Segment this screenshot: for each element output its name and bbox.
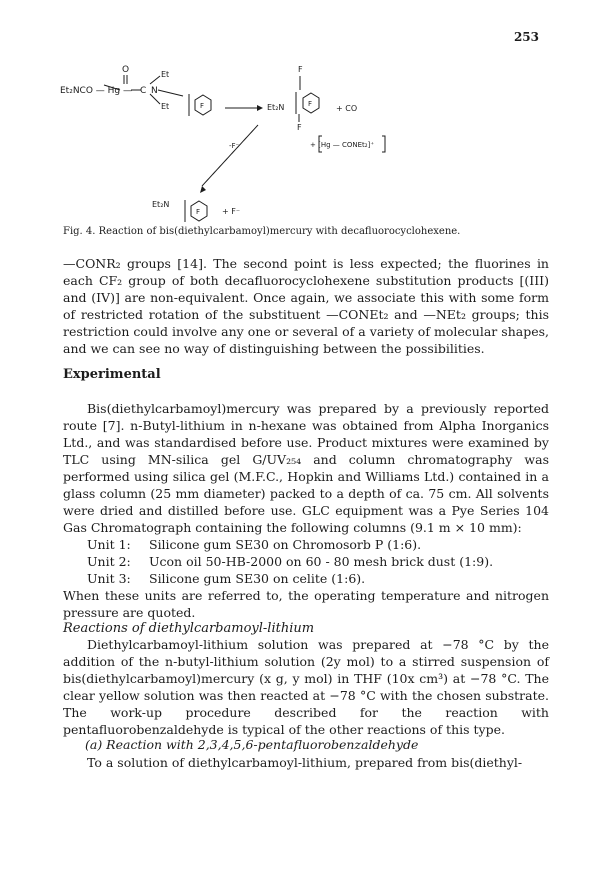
- product2-ring-label: F: [196, 208, 201, 216]
- paragraph-procedure: [63, 636, 549, 738]
- arrow-label-fluoride-loss: -F⁻: [229, 142, 240, 150]
- paragraph-discussion: [63, 255, 549, 357]
- paragraph-text: When these units are referred to, the operating temperature and nitrogen pressure are quoted.: [63, 588, 549, 620]
- heading-experimental: Experimental: [63, 367, 161, 382]
- figure-caption: Fig. 4. Reaction of bis(diethylcarbamoyl)mercury with decafluorocyclohexene.: [63, 226, 461, 237]
- product1-fluorine-top: F: [298, 65, 303, 74]
- paragraph-text: Diethylcarbamoyl-lithium solution was prepared at −78 °C by the addition of the n-butyl-lithium solution (2y mol) to a stirred suspension of bis(diethylcarbamoyl)mercury (x g, y mol) in THF (10x cm³) at −78 °C. The clear yellow solution was then reacted at −78 °C with the chosen substrate. The work-up procedure described for the reaction with pentafluorobenzaldehyde is typical of the other reactions of this type.: [63, 637, 549, 737]
- product1-fluorine-bottom: F: [297, 123, 302, 132]
- gc-unit-2: Unit 2: Ucon oil 50-HB-2000 on 60 - 80 mesh brick dust (1:9).: [87, 554, 494, 569]
- reaction-arrow-diagonal: [202, 125, 258, 186]
- reactant-ethyl-bottom: Et: [161, 102, 170, 111]
- paragraph-text: —CONR₂ groups [14]. The second point is less expected; the fluorines in each CF₂ group of both decafluorocyclohexene substitution products [(III) and (IV)] are non-equivalent. Once again, we associate this with some form of restricted rotation of the substituent —CONEt₂ and —NEt₂ groups; this restriction could involve any one or several of a variety of molecular shapes, and we can see no way of distinguishing between the possibilities.: [63, 256, 549, 356]
- heading-reactions: Reactions of diethylcarbamoyl-lithium: [63, 621, 315, 636]
- product1-amine-label: Et₂N: [267, 103, 285, 112]
- reactant-ring-label: F: [200, 102, 205, 110]
- product1-co: + CO: [336, 104, 358, 113]
- reaction-scheme: [0, 0, 593, 225]
- paragraph-methods: [63, 400, 549, 621]
- reactant-ethyl-top: Et: [161, 70, 170, 79]
- page-number: 253: [513, 30, 539, 44]
- reactant-carbon-label: C: [140, 86, 147, 96]
- paragraph-text: To a solution of diethylcarbamoyl-lithium, prepared from bis(diethyl-: [87, 755, 523, 770]
- product1-hg-cation: + [Hg — CONEt₂]⁺: [310, 141, 375, 149]
- reactant-oxygen-label: O: [122, 65, 130, 75]
- paragraph-reaction-a: [63, 754, 549, 771]
- subheading-pentafluorobenzaldehyde: (a) Reaction with 2,3,4,5,6-pentafluorobenzaldehyde: [85, 737, 419, 752]
- paragraph-text: Bis(diethylcarbamoyl)mercury was prepared by a previously reported route [7]. n-Butyl-lithium in n-hexane was obtained from Alpha Inorganics Ltd., and was standardised before use. Product mixtures were examined by TLC using MN-silica gel G/UV₂₅₄ and column chromatography was performed using silica gel (M.F.C., Hopkin and Williams Ltd.) contained in a glass column (25 mm diameter) packed to a depth of ca. 75 cm. All solvents were dried and distilled before use. GLC equipment was a Pye Series 104 Gas Chromatograph containing the following columns (9.1 m × 10 mm):: [63, 401, 549, 535]
- product1-ring-label: F: [308, 100, 313, 108]
- reactant-carbamoyl-label: Et₂NCO — Hg —: [60, 86, 132, 96]
- product2-fluoride: + F⁻: [222, 207, 241, 216]
- reactant-nitrogen-label: N: [151, 86, 158, 96]
- gc-unit-3: Unit 3: Silicone gum SE30 on celite (1:6).: [87, 571, 366, 586]
- product2-amine-label: Et₂N: [152, 200, 170, 209]
- gc-unit-1: Unit 1: Silicone gum SE30 on Chromosorb P (1:6).: [87, 537, 422, 552]
